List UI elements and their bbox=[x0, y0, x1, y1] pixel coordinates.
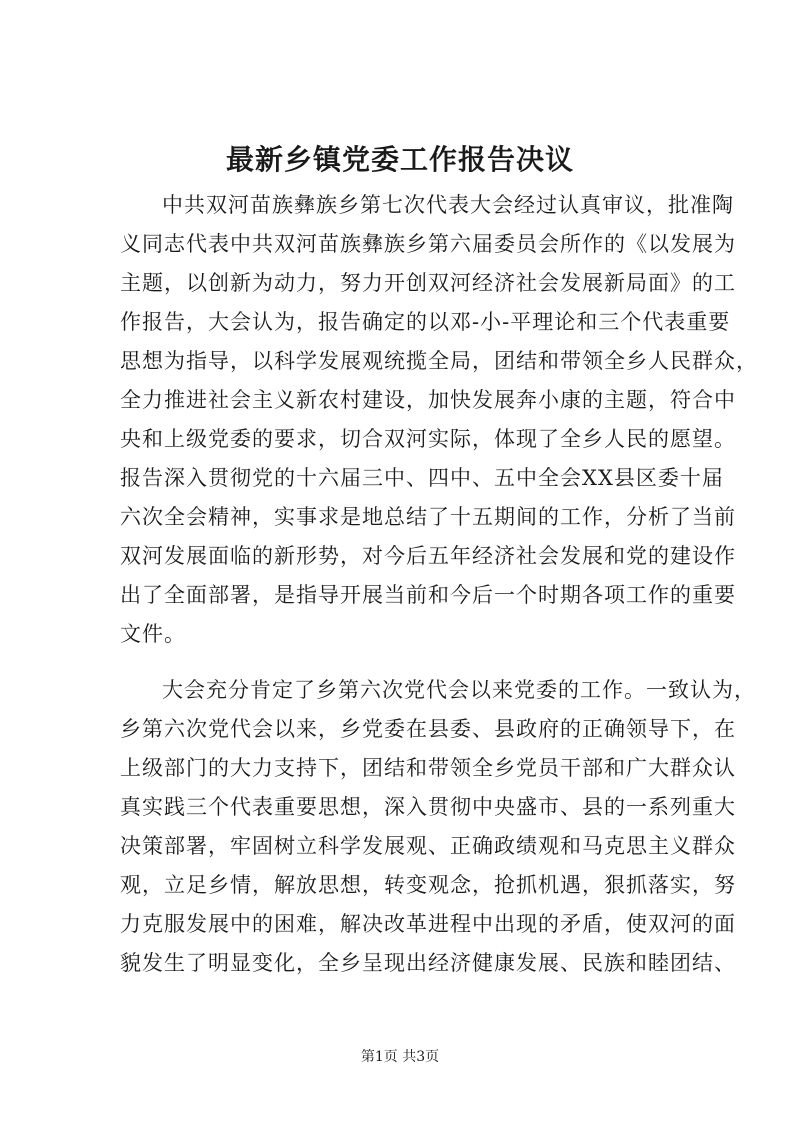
text-line: 报告深入贯彻党的十六届三中、四中、五中全会XX县区委十届 bbox=[120, 466, 724, 490]
text-line: 大会充分肯定了乡第六次党代会以来党委的工作。一致认为， bbox=[162, 678, 756, 702]
page-number: 第1页 共3页 bbox=[360, 1049, 440, 1065]
text-line: 貌发生了明显变化，全乡呈现出经济健康发展、民族和睦团结、 bbox=[120, 951, 736, 975]
text-line: 决策部署，牢固树立科学发展观、正确政绩观和马克思主义群众 bbox=[120, 834, 736, 858]
document-title: 最新乡镇党委工作报告决议 bbox=[225, 143, 574, 176]
text-line: 作报告，大会认为，报告确定的以邓-小-平理论和三个代表重要 bbox=[120, 310, 731, 334]
text-line: 双河发展面临的新形势，对今后五年经济社会发展和党的建设作 bbox=[120, 544, 736, 568]
text-line: 义同志代表中共双河苗族彝族乡第六届委员会所作的《以发展为 bbox=[120, 232, 736, 256]
text-line: 真实践三个代表重要思想，深入贯彻中央盛市、县的一系列重大 bbox=[120, 795, 736, 819]
text-line: 力克服发展中的困难，解决改革进程中出现的矛盾，使双河的面 bbox=[120, 912, 736, 936]
text-line: 上级部门的大力支持下，团结和带领全乡党员干部和广大群众认 bbox=[120, 756, 736, 780]
text-line: 乡第六次党代会以来，乡党委在县委、县政府的正确领导下，在 bbox=[120, 717, 736, 741]
text-line: 思想为指导，以科学发展观统揽全局，团结和带领全乡人民群众， bbox=[120, 349, 758, 373]
text-line: 文件。 bbox=[120, 622, 186, 646]
text-line: 央和上级党委的要求，切合双河实际，体现了全乡人民的愿望。 bbox=[120, 427, 736, 451]
text-line: 观，立足乡情，解放思想，转变观念，抢抓机遇，狠抓落实，努 bbox=[120, 873, 736, 897]
text-line: 全力推进社会主义新农村建设，加快发展奔小康的主题，符合中 bbox=[120, 388, 736, 412]
text-line: 主题，以创新为动力，努力开创双河经济社会发展新局面》的工 bbox=[120, 271, 736, 295]
text-line: 六次全会精神，实事求是地总结了十五期间的工作，分析了当前 bbox=[120, 505, 736, 529]
text-line: 出了全面部署，是指导开展当前和今后一个时期各项工作的重要 bbox=[120, 583, 736, 607]
text-line: 中共双河苗族彝族乡第七次代表大会经过认真审议，批准陶 bbox=[162, 193, 734, 217]
